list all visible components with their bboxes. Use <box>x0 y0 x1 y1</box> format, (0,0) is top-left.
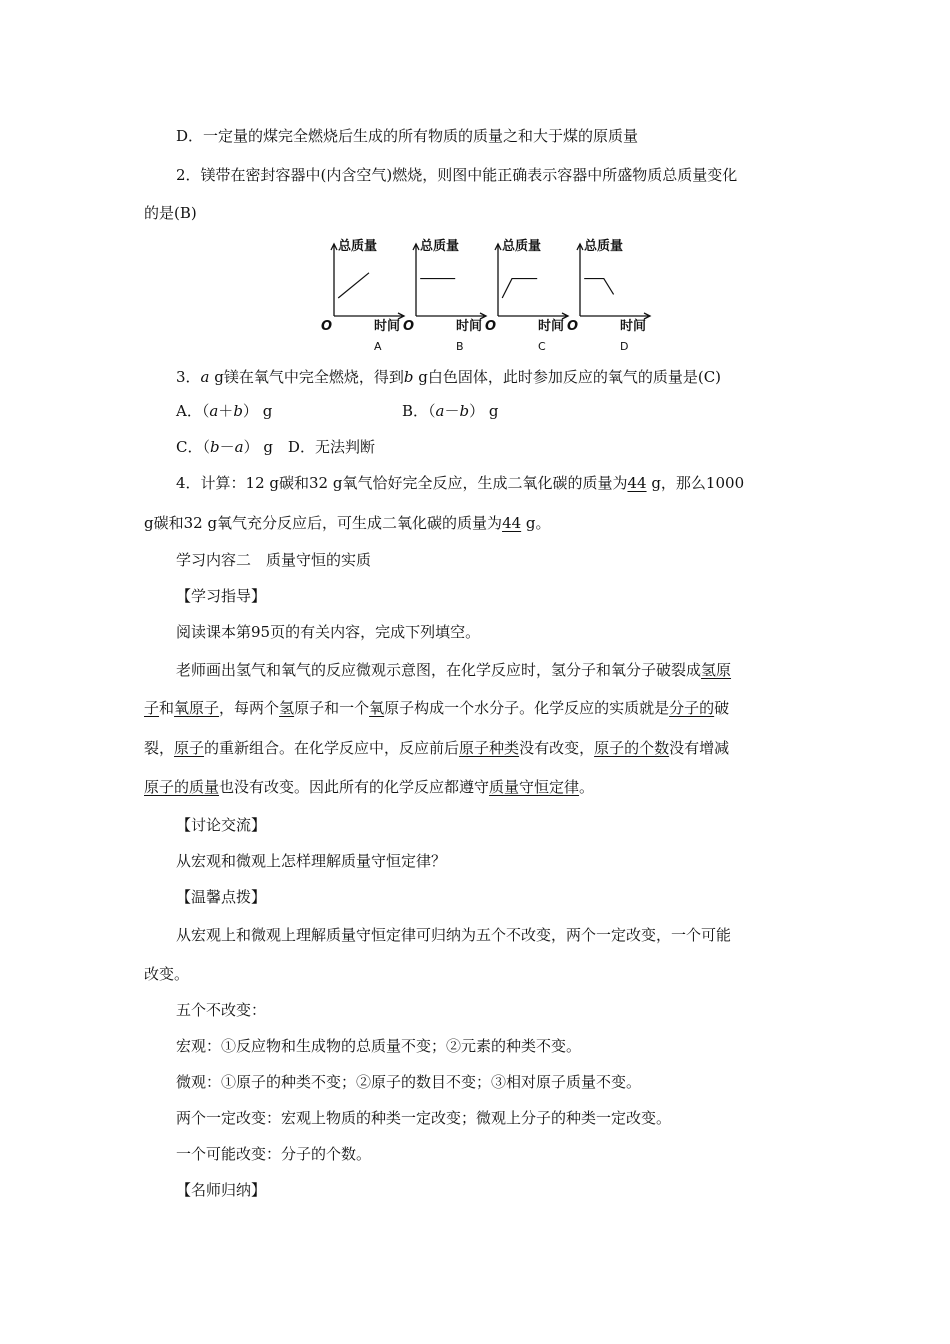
answer-blank: 原子的个数 <box>594 739 670 757</box>
answer-blank: 子 <box>144 699 160 717</box>
y-axis-label: 总质量 <box>502 239 542 254</box>
mass-curve <box>338 273 369 298</box>
five-unchanged: 五个不改变： <box>176 1001 267 1019</box>
answer-blank: 原子的质量 <box>144 778 220 796</box>
origin-label: O <box>321 319 333 334</box>
panel-label: A <box>374 340 382 352</box>
question-2-line1: 2．镁带在密封容器中(内含空气)燃烧，则图中能正确表示容器中所盛物质总质量变化 <box>176 166 738 184</box>
discuss-text: 从宏观和微观上怎样理解质量守恒定律？ <box>176 852 447 870</box>
origin-label: O <box>485 319 497 334</box>
y-axis-label: 总质量 <box>338 239 378 254</box>
y-axis-label: 总质量 <box>420 239 460 254</box>
question-4-line1: 4．计算：12 g碳和32 g氧气恰好完全反应，生成二氧化碳的质量为44 g，那么1000 <box>176 474 745 492</box>
answer-blank: 氢原 <box>701 661 732 679</box>
macro-text: 宏观：①反应物和生成物的总质量不变；②元素的种类不变。 <box>176 1037 582 1055</box>
two-changed: 两个一定改变：宏观上物质的种类一定改变；微观上分子的种类一定改变。 <box>176 1109 672 1127</box>
paragraph-line2: 子和氧原子，每两个氢原子和一个氧原子构成一个水分子。化学反应的实质就是分子的破 <box>144 699 730 717</box>
mass-curve <box>502 279 537 298</box>
question-3-options-cd: C．（b－a） g D．无法判断 <box>176 438 375 456</box>
x-axis-label: 时间 <box>456 319 483 334</box>
x-axis-label: 时间 <box>620 319 647 334</box>
micro-text: 微观：①原子的种类不变；②原子的数目不变；③相对原子质量不变。 <box>176 1073 642 1091</box>
question-3-option-a: A．（a＋b） g <box>176 402 273 420</box>
answer-blank: 原子 <box>174 739 205 757</box>
panel-label: D <box>620 340 629 352</box>
section-title: 学习内容二 质量守恒的实质 <box>176 551 372 569</box>
answer-blank: 分子的 <box>669 699 715 717</box>
question-4-line2: g碳和32 g氧气充分反应后，可生成二氧化碳的质量为44 g。 <box>144 514 551 532</box>
paragraph-line3: 裂，原子的重新组合。在化学反应中，反应前后原子种类没有改变，原子的个数没有增减 <box>144 739 730 757</box>
guide-header: 【学习指导】 <box>176 587 267 605</box>
mass-curve <box>584 279 613 295</box>
tip-header: 【温馨点拨】 <box>176 888 267 906</box>
origin-label: O <box>567 319 579 334</box>
one-maybe: 一个可能改变：分子的个数。 <box>176 1145 372 1163</box>
paragraph-line4: 原子的质量也没有改变。因此所有的化学反应都遵守质量守恒定律。 <box>144 778 595 796</box>
answer-blank: 氧 <box>369 699 385 717</box>
question-3-option-b: B．（a－b） g <box>402 402 499 420</box>
x-axis-label: 时间 <box>374 319 401 334</box>
summary-header: 【名师归纳】 <box>176 1181 267 1199</box>
panel-label: C <box>538 340 546 352</box>
answer-blank: 氧原子 <box>174 699 220 717</box>
answer-blank: 44 <box>502 514 522 532</box>
tip-line2: 改变。 <box>144 965 190 983</box>
answer-blank: 44 <box>627 474 647 492</box>
answer-blank: 质量守恒定律 <box>489 778 580 796</box>
tip-line1: 从宏观上和微观上理解质量守恒定律可归纳为五个不改变，两个一定改变，一个可能 <box>176 926 732 944</box>
discuss-header: 【讨论交流】 <box>176 816 267 834</box>
origin-label: O <box>403 319 415 334</box>
paragraph-line1: 老师画出氢气和氧气的反应微观示意图，在化学反应时，氢分子和氧分子破裂成氢原 <box>176 661 732 679</box>
guide-text: 阅读课本第95页的有关内容，完成下列填空。 <box>176 623 481 641</box>
x-axis-label: 时间 <box>538 319 565 334</box>
option-d: D．一定量的煤完全燃烧后生成的所有物质的质量之和大于煤的原质量 <box>176 127 639 145</box>
answer-blank: 氢 <box>279 699 295 717</box>
y-axis-label: 总质量 <box>584 239 624 254</box>
answer-blank: 原子种类 <box>459 739 520 757</box>
panel-label: B <box>456 340 464 352</box>
question-3: 3．a g镁在氧气中完全燃烧，得到b g白色固体，此时参加反应的氧气的质量是(C) <box>176 368 722 386</box>
question-2-line2: 的是(B) <box>144 204 197 222</box>
mass-time-graphs <box>320 234 660 352</box>
